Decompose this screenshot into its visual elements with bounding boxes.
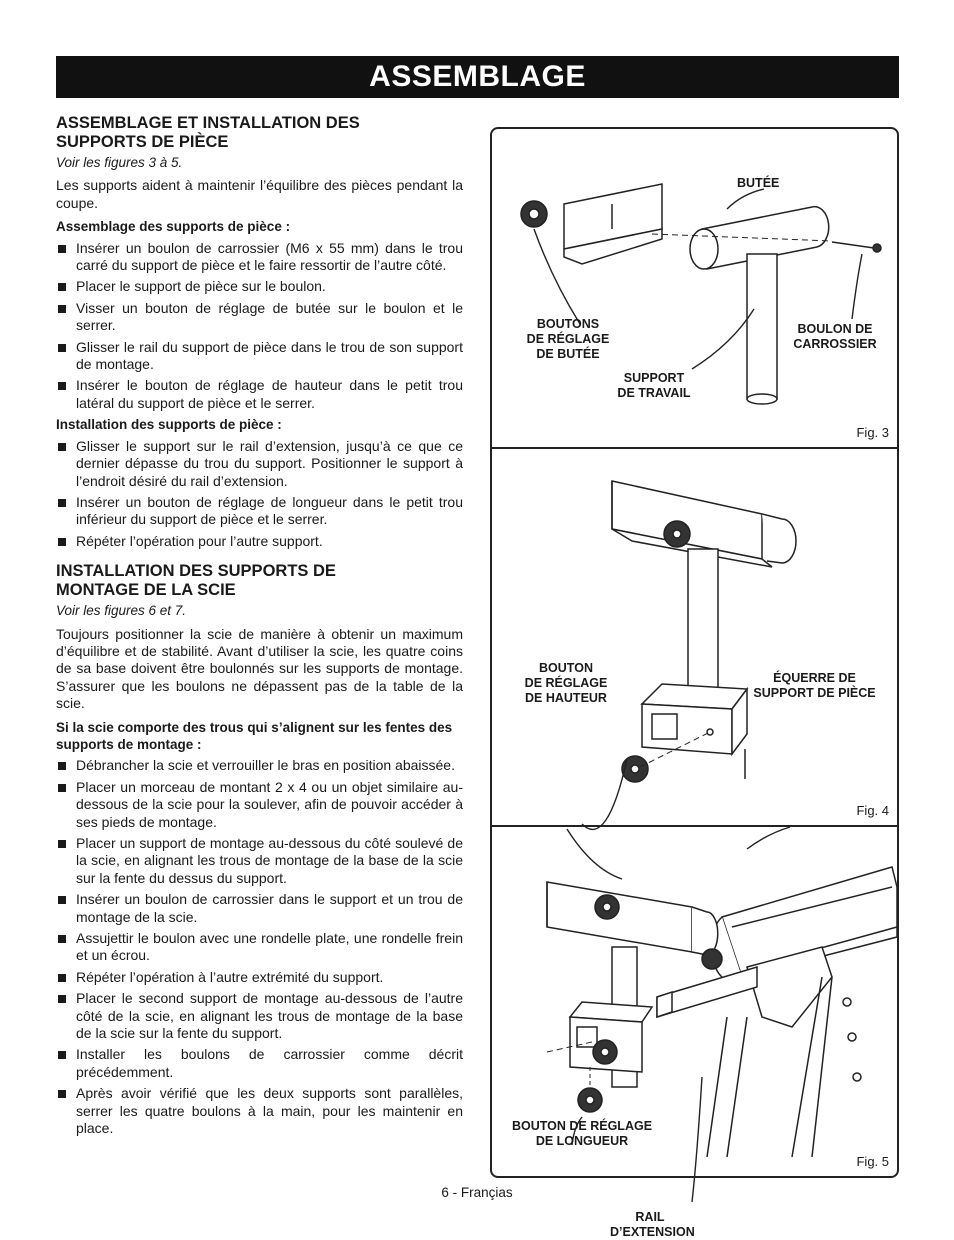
intro-paragraph: Toujours positionner la scie de manière à obtenir un maximum d’équilibre et de stabilité. Avant d’utiliser la scie, les quatre coins de sa base doivent être boulonnés sur les supports de montage. S’assurer que les boulons ne dépassent pas de la table de la scie. xyxy=(56,625,463,712)
list-item: Installer les boulons de carrossier comme décrit précédemment. xyxy=(56,1046,463,1081)
figure-panel xyxy=(490,127,899,1239)
list-item: Insérer un boulon de carrossier dans le support et un trou de montage de la scie. xyxy=(56,891,463,926)
list-item: Après avoir vérifié que les deux supports sont parallèles, serrer les quatre boulons à la main, pour les maintenir en place. xyxy=(56,1085,463,1137)
text-column xyxy=(56,114,463,1142)
list-item: Glisser le support sur le rail d’extension, jusqu’à ce que ce dernier dépasse du trou du support. Positionner le support à l’endroit désiré du rail d’extension. xyxy=(56,438,463,490)
figure-caption: Fig. 3 xyxy=(856,425,889,440)
label-support: SUPPORT DE TRAVAIL xyxy=(617,371,691,400)
section-heading: INSTALLATION DES SUPPORTS DE MONTAGE DE LA SCIE xyxy=(56,562,336,600)
list-item: Placer un support de montage au-dessous du côté soulevé de la scie, en alignant les trous de montage de la base de la scie sur la fente du dessus du support. xyxy=(56,835,463,887)
list-item: Placer le support de pièce sur le boulon. xyxy=(56,278,463,295)
section-heading: ASSEMBLAGE ET INSTALLATION DES SUPPORTS DE PIÈCE xyxy=(56,114,360,151)
figure-caption: Fig. 4 xyxy=(856,803,889,818)
list-item: Assujettir le boulon avec une rondelle plate, une rondelle frein et un écrou. xyxy=(56,930,463,965)
figure-5 xyxy=(492,827,897,1239)
subheading: Si la scie comporte des trous qui s’alignent sur les fentes des supports de montage : xyxy=(56,719,453,752)
page-banner: ASSEMBLAGE xyxy=(56,56,899,98)
list-item: Placer un morceau de montant 2 x 4 ou un objet similaire au-dessous de la scie pour la soulever, afin de pouvoir accéder à ses pieds de montage. xyxy=(56,779,463,831)
subheading: Assemblage des supports de pièce : xyxy=(56,219,291,235)
list-item: Insérer un bouton de réglage de longueur dans le petit trou inférieur du support de pièce et le serrer. xyxy=(56,494,463,529)
list-item: Répéter l’opération à l’autre extrémité du support. xyxy=(56,969,463,986)
label-rail: RAIL D’EXTENSION xyxy=(610,1210,695,1239)
label-boulon: BOULON DE CARROSSIER xyxy=(793,322,877,351)
label-bouton-longueur: BOUTON DE RÉGLAGE DE LONGUEUR xyxy=(511,1119,653,1148)
list-item: Débrancher la scie et verrouiller le bras en position abaissée. xyxy=(56,757,463,774)
list-item: Insérer le bouton de réglage de hauteur dans le petit trou latéral du support de pièce et le serrer. xyxy=(56,377,463,412)
list-item: Placer le second support de montage au-dessous de l’autre côté de la scie, en alignant les trous de montage de la base de la scie sur la fente du support. xyxy=(56,990,463,1042)
bullet-list xyxy=(56,438,463,550)
label-boutons-butee: BOUTONS DE RÉGLAGE DE BUTÉE xyxy=(526,317,610,361)
figure-reference: Voir les figures 3 à 5. xyxy=(56,155,183,170)
figure-reference: Voir les figures 6 et 7. xyxy=(56,603,187,619)
bullet-list xyxy=(56,757,463,1137)
label-butee: BUTÉE xyxy=(737,176,780,190)
label-bouton-hauteur: BOUTON DE RÉGLAGE DE HAUTEUR xyxy=(524,661,608,705)
list-item: Répéter l’opération pour l’autre support. xyxy=(56,533,463,550)
figure-caption: Fig. 5 xyxy=(856,1154,889,1169)
figure-3 xyxy=(492,129,897,447)
fig4-illustration xyxy=(492,449,897,825)
list-item: Visser un bouton de réglage de butée sur le boulon et le serrer. xyxy=(56,300,463,335)
list-item: Glisser le rail du support de pièce dans le trou de son support de montage. xyxy=(56,339,463,374)
figure-4 xyxy=(492,449,897,825)
list-item: Insérer un boulon de carrossier (M6 x 55 mm) dans le trou carré du support de pièce et le faire ressortir de l’autre côté. xyxy=(56,240,463,275)
bullet-list xyxy=(56,240,463,413)
page-number: 6 - Françias xyxy=(441,1185,513,1200)
subheading: Installation des supports de pièce : xyxy=(56,417,282,433)
label-equerre: ÉQUERRE DE SUPPORT DE PIÈCE xyxy=(753,671,876,700)
intro-paragraph: Les supports aident à maintenir l’équilibre des pièces pendant la coupe. xyxy=(56,177,463,211)
